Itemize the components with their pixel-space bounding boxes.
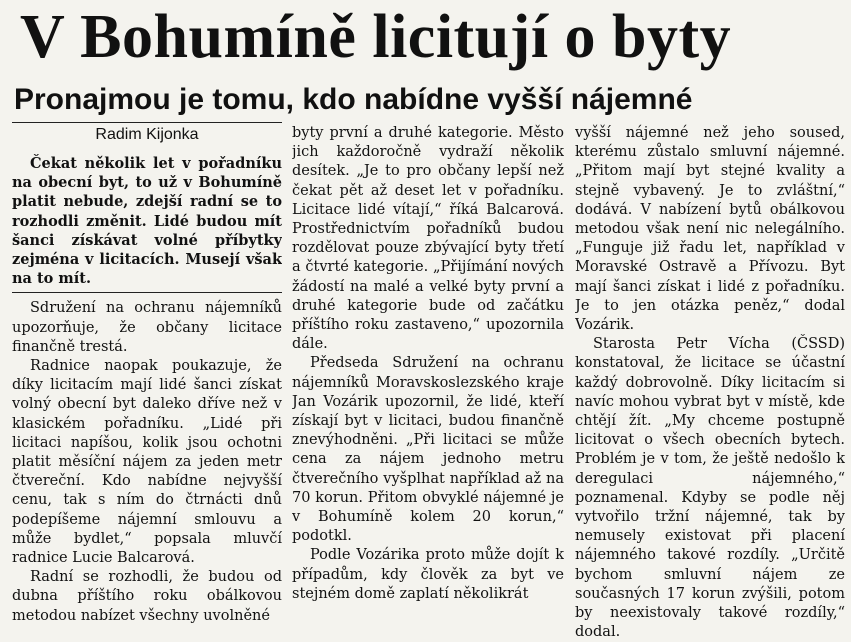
article-subheadline: Pronajmou je tomu, kdo nabídne vyšší nájemné bbox=[14, 83, 693, 116]
paragraph: Starosta Petr Vícha (ČSSD) konstatoval, že licitace se účastní každý dobrovolně. Díky licitacím si navíc mohou vybrat byt v místě, kde chtějí žít. „My chceme postupně licitovat o všech obecních bytech. Problém je v tom, že ještě nedošlo k deregulaci nájemného,“ poznamenal. Kdyby se podle něj vytvořilo tržní nájemné, tak by nemusely existovat při placení nájemného takové rozdíly. „Určitě bychom smluvní nájem ze současných 17 korun zvýšili, potom by neexistovaly takové rozdíly,“ dodal. bbox=[575, 336, 845, 641]
paragraph: byty první a druhé kategorie. Město jich každoročně vydraží několik desítek. „Je to pro občany lepší než čekat pět až deset let v pořadníku. Licitace lidé vítají,“ říká Balcarová. Prostřednictvím pořadníků budou rozdělovat pouze zbývající byty třetí a čtvrté kategorie. „Přijímání nových žádostí na malé a velké byty první a druhé kategorie bude od začátku příštího roku zastaveno,“ upozornila dále. bbox=[292, 125, 564, 353]
paragraph: Radnice naopak poukazuje, že díky licitacím mají lidé šanci získat volný obecní byt daleko dříve než v klasickém pořadníku. „Lidé při licitaci napíšou, kolik jsou ochotni platit měsíční nájem za jeden metr čtvereční. Kdo nabídne nejvyšší cenu, tak s ním do čtrnácti dnů podepíšeme nájemní smlouvu a může bydlet,“ popsala mluvčí radnice Lucie Balcarová. bbox=[12, 358, 282, 567]
paragraph: Předseda Sdružení na ochranu nájemníků Moravskoslezského kraje Jan Vozárik upozornil, že lidé, kteří získají byt v licitaci, budou finančně znevýhodněni. „Při licitaci se může cena za nájem jednoho metru čtverečního vyšplhat například až na 70 korun. Přitom obvyklé nájemné je v Bohumíně kolem 20 korun,“ podotkl. bbox=[292, 355, 564, 545]
lead-rule bbox=[12, 292, 282, 293]
article-column-2 bbox=[292, 124, 564, 604]
article-column-1 bbox=[12, 124, 282, 626]
paragraph: Podle Vozárika proto může dojít k případům, kdy člověk za byt ve stejném domě zaplatí několikrát bbox=[292, 547, 564, 602]
author-byline: Radim Kijonka bbox=[95, 126, 199, 143]
author-rule bbox=[12, 122, 282, 123]
article-headline: V Bohumíně licitují o byty bbox=[20, 3, 732, 71]
paragraph: vyšší nájemné než jeho soused, kterému zůstalo smluvní nájemné. „Přitom mají byt stejné kvality a stejně vybavený. Je to zvláštní,“ dodává. V nabízení bytů obálkovou metodou však není nic nelegálního. „Funguje již řadu let, například v Moravské Ostravě a Přívozu. Byt mají šanci získat i lidé z pořadníku. Je to jen otázka peněz,“ dodal Vozárik. bbox=[575, 125, 845, 334]
paragraph: Sdružení na ochranu nájemníků upozorňuje, že občany licitace finančně trestá. bbox=[12, 300, 282, 355]
article-lead: Čekat několik let v pořadníku na obecní byt, to už v Bohumíně platit nebude, zdejší radní se to rozhodli změnit. Lidé budou mít šanci získávat volné příbytky zejména v licitacích. Musejí však na to mít. bbox=[12, 155, 282, 288]
paragraph: Radní se rozhodli, že budou od dubna příštího roku obálkovou metodou nabízet všechny uvolněné bbox=[12, 569, 282, 624]
article-column-3 bbox=[575, 124, 845, 642]
